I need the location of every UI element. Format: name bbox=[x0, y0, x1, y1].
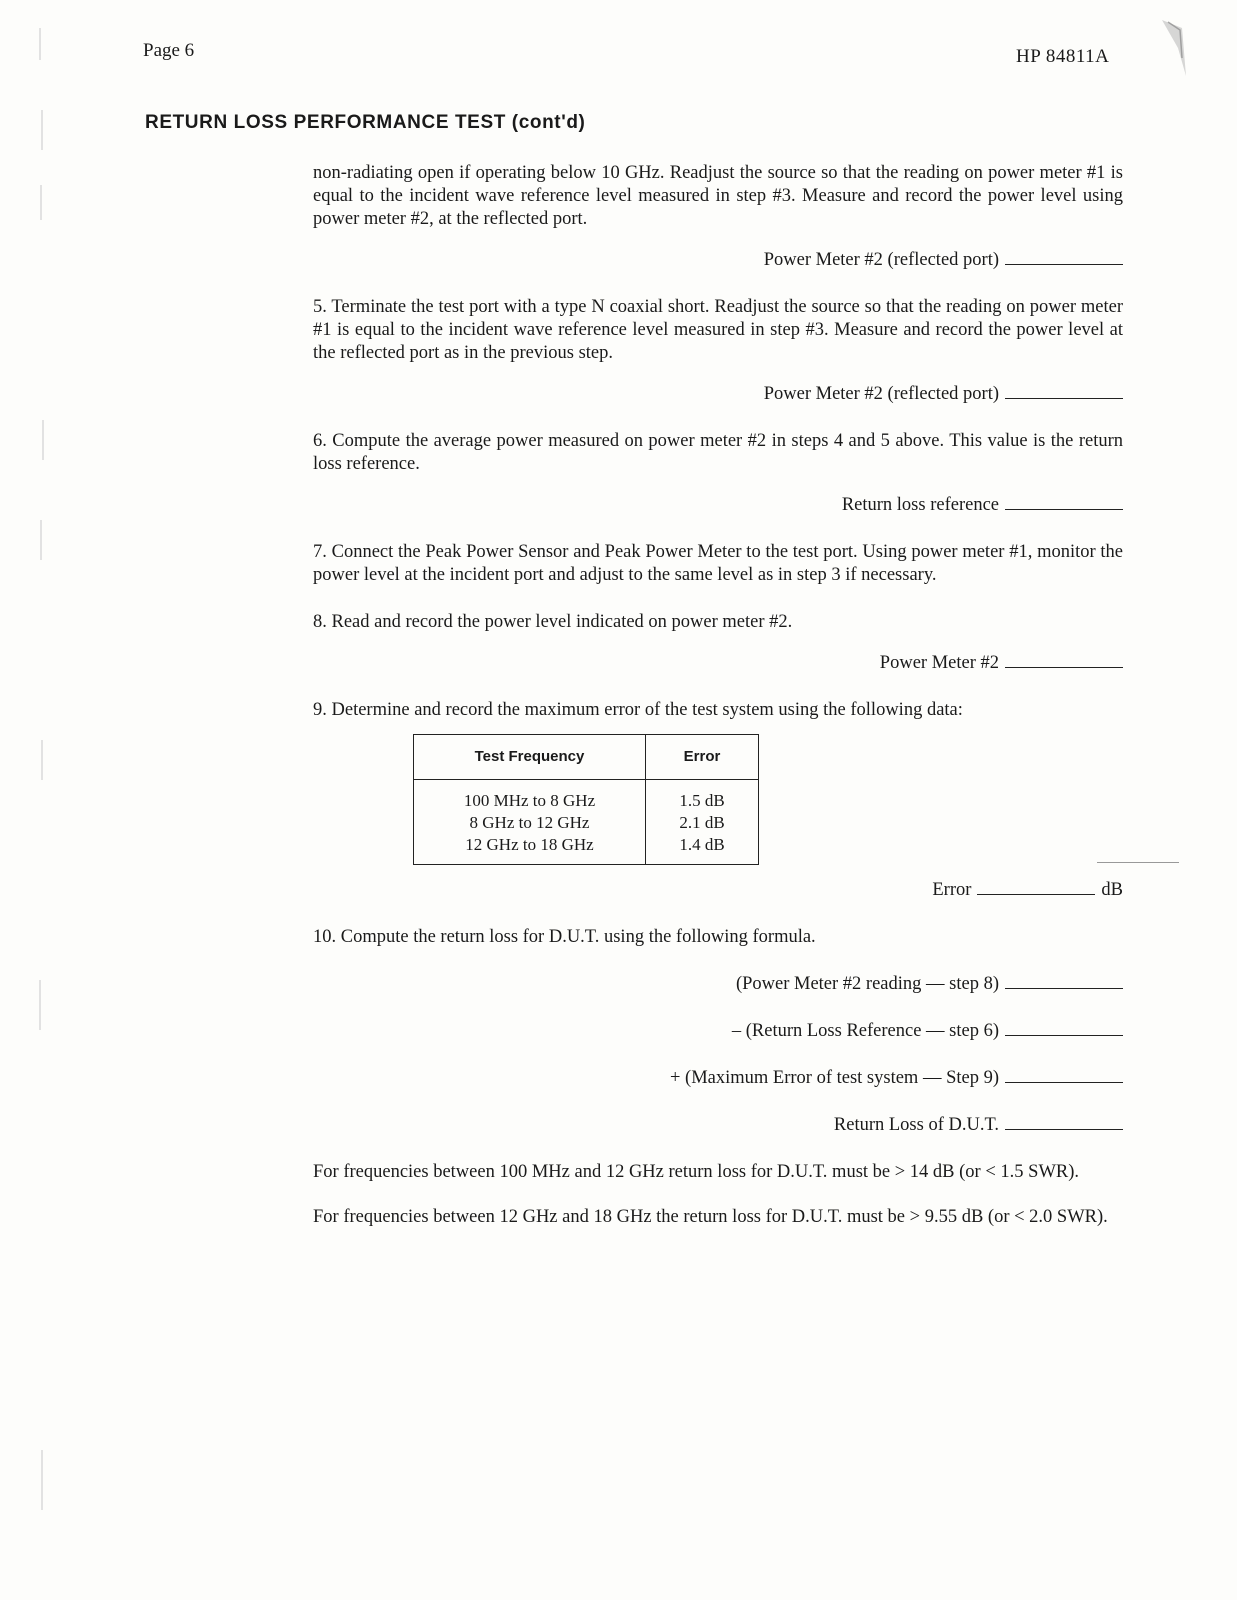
table-body-row bbox=[414, 780, 759, 865]
procedure-body bbox=[313, 162, 1123, 1229]
blank-line bbox=[1005, 1034, 1123, 1036]
table-header: Error bbox=[646, 735, 759, 780]
frequency-value: 100 MHz to 8 GHz bbox=[463, 791, 596, 810]
blank-line bbox=[1005, 666, 1123, 668]
scan-corner-mark bbox=[1160, 18, 1190, 78]
page-number: Page 6 bbox=[143, 40, 195, 61]
unit-label: dB bbox=[1101, 880, 1123, 900]
record-line-step4 bbox=[313, 249, 1123, 272]
model-number: HP 84811A bbox=[1016, 46, 1110, 67]
formula-result-line bbox=[313, 1114, 1123, 1137]
spec-low-band: For frequencies between 100 MHz and 12 GHz return loss for D.U.T. must be > 14 dB (or < 1.5 SWR). bbox=[313, 1162, 1080, 1182]
error-table-wrap bbox=[413, 734, 1123, 865]
record-line-step8 bbox=[313, 652, 1123, 675]
margin-rule bbox=[1097, 862, 1179, 863]
error-value: 2.1 dB bbox=[679, 813, 725, 832]
table-header-row bbox=[414, 735, 759, 780]
step-6: 6. Compute the average power measured on power meter #2 in steps 4 and 5 above. This value is the return loss reference. bbox=[313, 431, 1123, 474]
record-label: Power Meter #2 (reflected port) bbox=[763, 250, 999, 270]
error-cell bbox=[646, 780, 759, 865]
formula-line-3 bbox=[313, 1067, 1123, 1090]
blank-line bbox=[1005, 987, 1123, 989]
record-line-step6 bbox=[313, 494, 1123, 517]
record-label: Return loss reference bbox=[841, 495, 999, 515]
formula-line-2 bbox=[313, 1020, 1123, 1043]
record-label: Power Meter #2 bbox=[879, 653, 999, 673]
section-title: RETURN LOSS PERFORMANCE TEST (cont'd) bbox=[145, 112, 586, 133]
formula-line-1 bbox=[313, 973, 1123, 996]
blank-line bbox=[1005, 1081, 1123, 1083]
formula-result: Return Loss of D.U.T. bbox=[833, 1115, 999, 1135]
step-9: 9. Determine and record the maximum error of the test system using the following data: bbox=[313, 700, 963, 720]
blank-line bbox=[1005, 397, 1123, 399]
record-line-step5 bbox=[313, 383, 1123, 406]
blank-line bbox=[977, 893, 1095, 895]
scan-edge-specks bbox=[36, 20, 48, 1520]
formula-term: + (Maximum Error of test system — Step 9) bbox=[670, 1068, 999, 1088]
formula-term: – (Return Loss Reference — step 6) bbox=[731, 1021, 999, 1041]
step-5: 5. Terminate the test port with a type N coaxial short. Readjust the source so that the reading on power meter #1 is equal to the incident wave reference level measured in step #3. Measure and record the power level at the reflected port as in the previous step. bbox=[313, 297, 1123, 363]
spec-high-band: For frequencies between 12 GHz and 18 GHz the return loss for D.U.T. must be > 9.55 dB (or < 2.0 SWR). bbox=[313, 1207, 1108, 1227]
step-7: 7. Connect the Peak Power Sensor and Peak Power Meter to the test port. Using power meter #1, monitor the power level at the incident port and adjust to the same level as in step 3 if necessary. bbox=[313, 542, 1123, 585]
formula-term: (Power Meter #2 reading — step 8) bbox=[735, 974, 999, 994]
frequency-value: 8 GHz to 12 GHz bbox=[469, 813, 590, 832]
blank-line bbox=[1005, 1128, 1123, 1130]
error-value: 1.5 dB bbox=[679, 791, 725, 810]
blank-line bbox=[1005, 263, 1123, 265]
table-header: Test Frequency bbox=[414, 735, 646, 780]
step-10: 10. Compute the return loss for D.U.T. using the following formula. bbox=[313, 927, 816, 947]
blank-line bbox=[1005, 508, 1123, 510]
step-8: 8. Read and record the power level indicated on power meter #2. bbox=[313, 612, 793, 632]
record-line-step9 bbox=[313, 879, 1123, 902]
frequency-value: 12 GHz to 18 GHz bbox=[465, 835, 594, 854]
intro-paragraph: non-radiating open if operating below 10 GHz. Readjust the source so that the reading on power meter #1 is equal to the incident wave reference level measured in step #3. Measure and record the power level using power meter #2, at the reflected port. bbox=[313, 163, 1123, 229]
error-table bbox=[413, 734, 759, 865]
record-label: Power Meter #2 (reflected port) bbox=[763, 384, 999, 404]
frequency-cell bbox=[414, 780, 646, 865]
record-label: Error bbox=[932, 880, 972, 900]
error-value: 1.4 dB bbox=[679, 835, 725, 854]
